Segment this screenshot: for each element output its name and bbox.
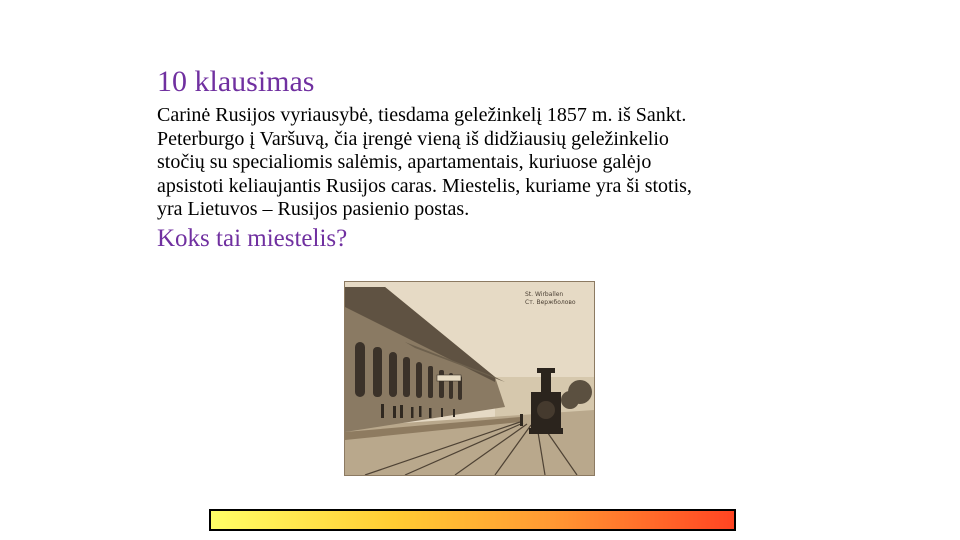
photo-caption-latin: St. Wirballen: [525, 291, 564, 298]
gradient-bar: [209, 509, 736, 531]
question-prompt: Koks tai miestelis?: [157, 225, 348, 252]
railway-station-photo: [344, 281, 595, 476]
question-text-line: Carinė Rusijos vyriausybė, tiesdama geležinkelį 1857 m. iš Sankt.: [157, 104, 687, 126]
station-illustration: [345, 282, 594, 475]
photo-caption-cyrillic: Ст. Вержболово: [525, 299, 576, 306]
question-text-line: yra Lietuvos – Rusijos pasienio postas.: [157, 198, 470, 220]
question-text-line: stočių su specialiomis salėmis, apartamentais, kuriuose galėjo: [157, 151, 652, 173]
question-text-line: Peterburgo į Varšuvą, čia įrengė vieną iš didžiausių geležinkelio: [157, 127, 669, 150]
slide-title: 10 klausimas: [157, 65, 315, 98]
question-text: [157, 104, 807, 222]
question-text-line: apsistoti keliaujantis Rusijos caras. Miestelis, kuriame yra ši stotis,: [157, 174, 692, 197]
